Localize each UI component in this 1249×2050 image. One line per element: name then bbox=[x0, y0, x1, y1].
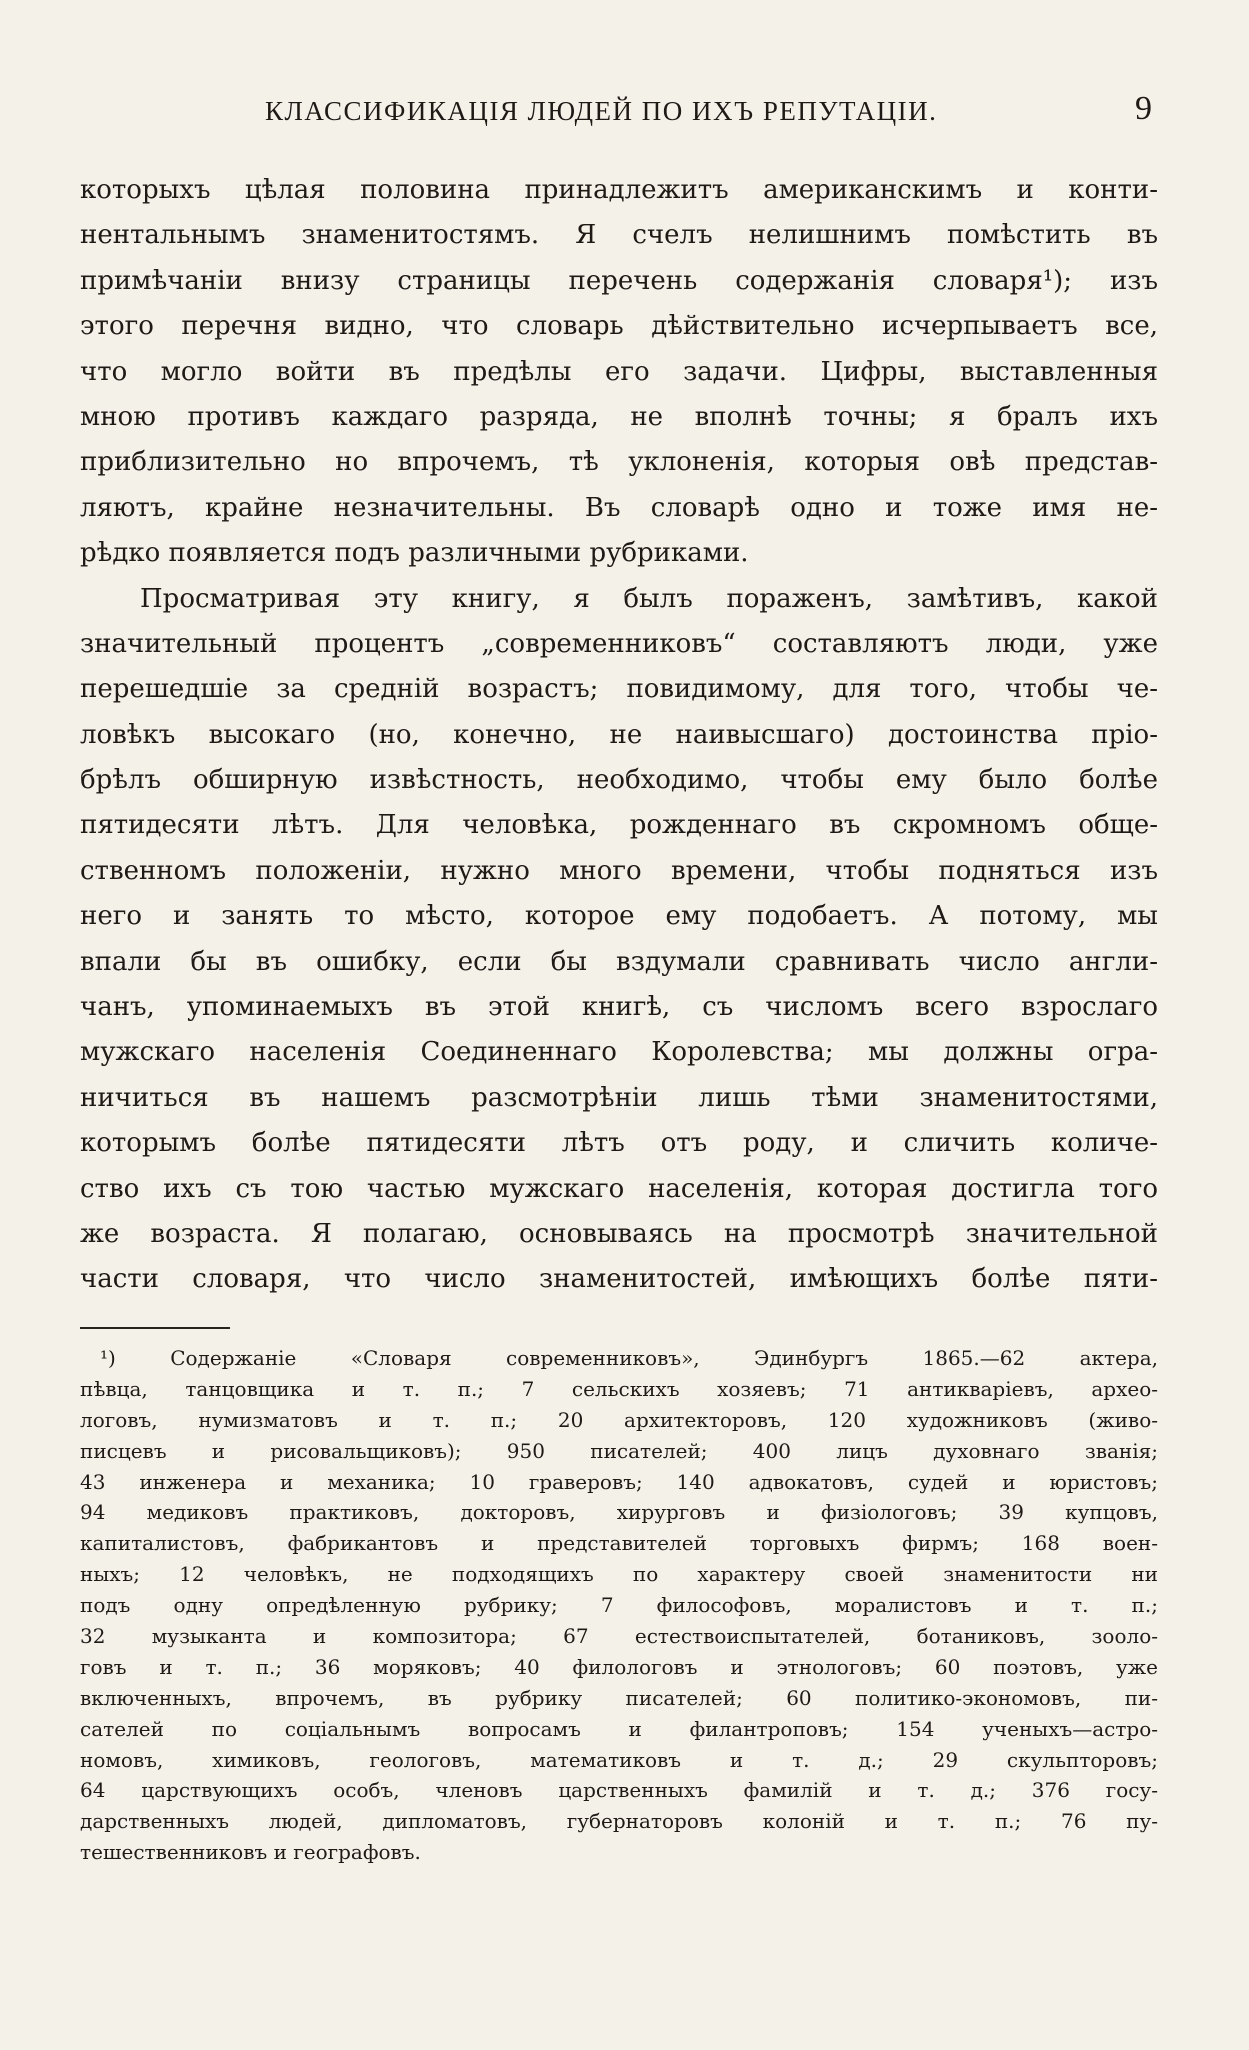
text-line: рѣдко появляется подъ различными рубриками. bbox=[80, 538, 749, 569]
text-line: что могло войти въ предѣлы его задачи. Цифры, выставленныя bbox=[80, 356, 1158, 387]
footnote-line: писцевъ и рисовальщиковъ); 950 писателей; 400 лицъ духовнаго званія; bbox=[80, 1438, 1158, 1463]
text-line: этого перечня видно, что словарь дѣйствительно исчерпываетъ все, bbox=[80, 311, 1158, 342]
text-line: перешедшіе за средній возрастъ; повидимому, для того, чтобы че- bbox=[80, 674, 1158, 705]
text-line: брѣлъ обширную извѣстность, необходимо, чтобы ему было болѣе bbox=[80, 765, 1158, 796]
text-line: которымъ болѣе пятидесяти лѣтъ отъ роду, и сличить количе- bbox=[80, 1128, 1158, 1159]
text-line: ничиться въ нашемъ разсмотрѣніи лишь тѣми знаменитостями, bbox=[80, 1082, 1158, 1113]
text-line: же возраста. Я полагаю, основываясь на просмотрѣ значительной bbox=[80, 1218, 1158, 1249]
footnote-line: 32 музыканта и композитора; 67 естествоиспытателей, ботаниковъ, зооло- bbox=[80, 1624, 1158, 1649]
footnote-line: включенныхъ, впрочемъ, въ рубрику писателей; 60 политико-экономовъ, пи- bbox=[80, 1685, 1158, 1710]
footnote-line: ныхъ; 12 человѣкъ, не подходящихъ по характеру своей знаменитости ни bbox=[80, 1562, 1158, 1587]
text-line: мужскаго населенія Соединеннаго Королевства; мы должны огра- bbox=[80, 1037, 1158, 1068]
text-line: Просматривая эту книгу, я былъ пораженъ, замѣтивъ, какой bbox=[140, 583, 1158, 614]
footnote-line: говъ и т. п.; 36 моряковъ; 40 филологовъ и этнологовъ; 60 поэтовъ, уже bbox=[80, 1654, 1158, 1679]
footnote-line: 43 инженера и механика; 10 граверовъ; 140 адвокатовъ, судей и юристовъ; bbox=[80, 1469, 1158, 1494]
footnote-line: дарственныхъ людей, дипломатовъ, губернаторовъ колоній и т. п.; 76 пу- bbox=[80, 1809, 1158, 1834]
footnote-line: тешественниковъ и географовъ. bbox=[80, 1840, 421, 1865]
main-text bbox=[80, 168, 1158, 1303]
text-line: части словаря, что число знаменитостей, имѣющихъ болѣе пяти- bbox=[80, 1264, 1158, 1295]
page-number: 9 bbox=[1135, 90, 1152, 127]
text-line: примѣчаніи внизу страницы перечень содержанія словаря¹); изъ bbox=[80, 265, 1158, 296]
running-title: КЛАССИФИКАЦІЯ ЛЮДЕЙ ПО ИХЪ РЕПУТАЦІИ. bbox=[265, 96, 938, 126]
text-line: ственномъ положеніи, нужно много времени, чтобы подняться изъ bbox=[80, 855, 1158, 886]
text-line: пятидесяти лѣтъ. Для человѣка, рожденнаго въ скромномъ обще- bbox=[80, 810, 1158, 841]
footnote-line: капиталистовъ, фабрикантовъ и представителей торговыхъ фирмъ; 168 воен- bbox=[80, 1531, 1158, 1556]
footnote-line: ¹) Содержаніе «Словаря современниковъ», Эдинбургъ 1865.—62 актера, bbox=[100, 1346, 1158, 1370]
text-line: ляютъ, крайне незначительны. Въ словарѣ одно и тоже имя не- bbox=[80, 492, 1158, 523]
footnote-line: пѣвца, танцовщика и т. п.; 7 сельскихъ хозяевъ; 71 антикваріевъ, археo- bbox=[80, 1376, 1158, 1401]
footnote bbox=[80, 1343, 1158, 1868]
text-line: нентальнымъ знаменитостямъ. Я счелъ нелишнимъ помѣстить въ bbox=[80, 220, 1158, 251]
text-line: ловѣкъ высокаго (но, конечно, не наивысшаго) достоинства пріо- bbox=[80, 719, 1158, 750]
footnote-line: 94 медиковъ практиковъ, докторовъ, хирурговъ и физіологовъ; 39 купцовъ, bbox=[80, 1500, 1158, 1525]
text-line: значительный процентъ „современниковъ“ составляютъ люди, уже bbox=[80, 628, 1158, 659]
text-line: которыхъ цѣлая половина принадлежитъ американскимъ и конти- bbox=[80, 175, 1158, 205]
text-line: мною противъ каждаго разряда, не вполнѣ точны; я бралъ ихъ bbox=[80, 401, 1158, 432]
footnote-line: логовъ, нумизматовъ и т. п.; 20 архитекторовъ, 120 художниковъ (живо- bbox=[80, 1407, 1158, 1432]
text-line: ство ихъ съ тою частью мужскаго населенія, которая достигла того bbox=[80, 1173, 1158, 1204]
text-line: приблизительно но впрочемъ, тѣ уклоненія, которыя овѣ представ- bbox=[80, 447, 1158, 478]
running-header bbox=[80, 90, 1160, 136]
text-line: него и занять то мѣсто, которое ему подобаетъ. А потому, мы bbox=[80, 901, 1158, 932]
footnote-line: 64 царствующихъ особъ, членовъ царственныхъ фамилій и т. д.; 376 госу- bbox=[80, 1778, 1158, 1803]
text-line: чанъ, упоминаемыхъ въ этой книгѣ, съ числомъ всего взрослаго bbox=[80, 992, 1158, 1023]
footnote-line: сателей по соціальнымъ вопросамъ и филантроповъ; 154 ученыхъ—астро- bbox=[80, 1716, 1158, 1741]
footnote-line: номовъ, химиковъ, геологовъ, математиковъ и т. д.; 29 скульпторовъ; bbox=[80, 1747, 1158, 1772]
footnote-rule bbox=[80, 1327, 230, 1329]
footnote-line: подъ одну опредѣленную рубрику; 7 философовъ, моралистовъ и т. п.; bbox=[80, 1593, 1158, 1618]
text-line: впали бы въ ошибку, если бы вздумали сравнивать число англи- bbox=[80, 946, 1158, 977]
